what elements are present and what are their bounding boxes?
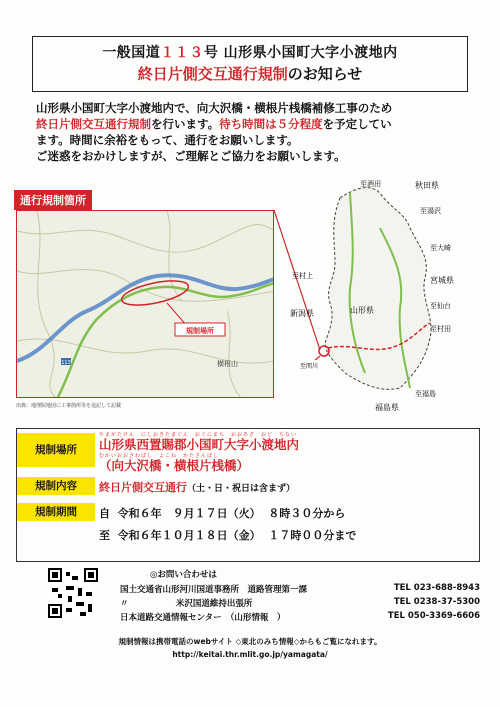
map-label: 通行規制箇所 [14,190,92,210]
map-credit: 出典：地理院地図に工事箇所等を追記して記載 [16,403,122,409]
contact-org-3: 日本道路交通情報センター （山形情報 ） [120,613,286,623]
svg-text:至湯沢: 至湯沢 [420,207,441,215]
contact-org-1: 国土交通省山形河川国道事務所 道路管理第一課 [120,585,308,595]
intro-line-4: ご迷惑をおかけしますが、ご理解とご協力をお願いします。 [36,149,346,163]
yamagata-outline [325,188,431,390]
place-head: 規制場所 [17,433,95,467]
svg-text:至村田: 至村田 [430,325,451,333]
content-head: 規制内容 [17,477,95,495]
place-ruby-2: むかいおおさわばし よこね かたさんばし [99,453,220,459]
title-regulation: 終日片側交互通行規制 [137,65,288,83]
intro-end: を予定してい [322,117,392,131]
title-prefix: 一般国道 [102,45,161,61]
from-date: 令和６年 ９月１７日（火） [117,507,261,520]
place-line-2: （向大沢橋・横根片桟橋） [99,458,250,473]
svg-text:至仙台: 至仙台 [430,302,451,310]
intro-text [36,100,476,164]
place-line-1: 山形県西置賜郡小国町大字小渡地内 [99,437,300,452]
from-label: 自 [99,507,110,520]
footer-url[interactable]: http://keitai.thr.mlit.go.jp/yamagata/ [172,650,328,659]
intro-mid: を行います。 [151,117,220,131]
title-notice: のお知らせ [287,65,363,83]
intro-line-1: 山形県小国町大字小渡地内で、向大沢橋・横根片桟橋補修工事のため [36,101,393,115]
footer-line-1: 規制情報は携帯電話のwebサイト ◇東北のみち情報◇からもご覧になれます。 [118,637,382,646]
intro-regulation: 終日片側交互通行規制 [36,117,151,131]
route-shield: 113 [61,360,71,366]
svg-text:秋田県: 秋田県 [415,181,439,190]
topographic-map [17,211,274,398]
period-head: 規制期間 [17,503,95,521]
to-date: 令和６年１０月１８日（金） [117,529,261,542]
title-line-2 [33,63,467,85]
contact-tel-1: TEL 023-688-8943 [393,583,480,593]
to-label: 至 [99,529,110,542]
period-from [99,505,469,521]
contact-row-1 [120,583,480,595]
prefecture-map [280,168,480,416]
content-body [99,479,295,495]
svg-text:新潟県: 新潟県 [290,309,314,318]
to-time: １７時００分まで [268,529,357,542]
title-line-1 [33,43,467,63]
title-location: 号 山形県小国町大字小渡地内 [203,45,398,61]
svg-text:至福島: 至福島 [415,390,436,398]
period-to [99,527,469,543]
contact-prefix-2: 〃 [120,599,129,609]
yokone-label: 横根山 [217,360,238,368]
regulation-info [16,428,480,562]
svg-text:至大崎: 至大崎 [430,244,451,252]
contact-tel-3: TEL 050-3369-6606 [387,611,480,621]
contact-heading: ◎お問い合わせは [150,570,217,580]
content-red: 終日片側交互通行 [99,481,187,494]
intro-wait-time: 待ち時間は５分程度 [219,117,323,131]
route-number: １１３ [160,45,204,61]
contact-org-2: 米沢国道維持出張所 [175,599,253,609]
svg-text:至酒田: 至酒田 [360,180,381,188]
qr-code [48,568,98,618]
from-time: ８時３０分から [268,507,346,520]
contact-row-3 [120,611,480,623]
svg-text:福島県: 福島県 [375,403,399,412]
svg-text:至関川: 至関川 [300,363,319,370]
contact-tel-2: TEL 0238-37-5300 [393,597,480,607]
svg-text:山形県: 山形県 [350,306,374,315]
site-label: 規制場所 [186,327,214,335]
local-map [16,210,274,398]
contact-section [120,568,480,623]
contact-row-2 [120,597,480,609]
title-box [32,36,468,92]
content-note: （土・日・祝日は含まず） [187,484,296,494]
intro-line-2 [36,116,476,132]
svg-text:宮城県: 宮城県 [430,276,454,285]
place-body [99,431,299,473]
svg-text:至村上: 至村上 [292,272,313,280]
place-ruby-1: やまがたけん にしおきたまぐん おぐにまち おおあざ おど ちない [99,432,298,438]
intro-line-3: ます。時間に余裕をもって、通行をお願いします。 [36,133,299,147]
